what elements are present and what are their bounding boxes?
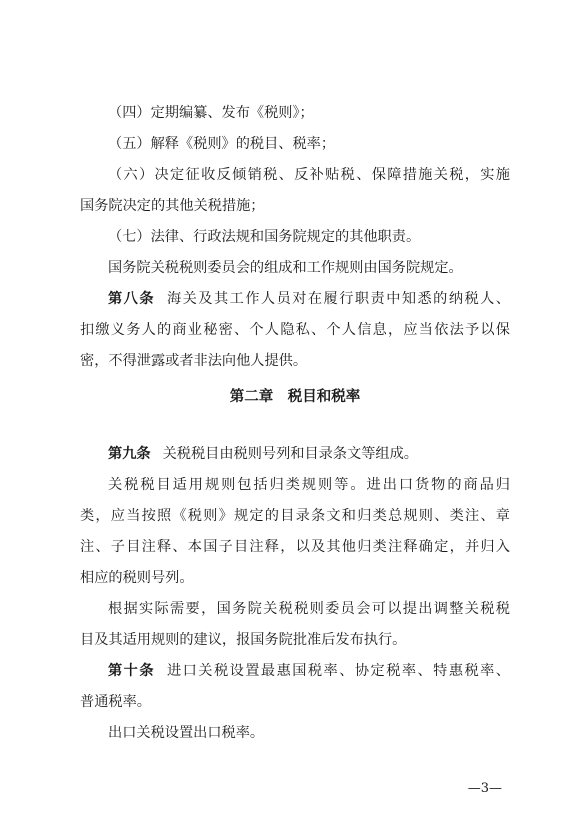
clause-7: （七）法律、行政法规和国务院规定的其他职责。 (108, 229, 421, 245)
article-10-label: 第十条 (108, 663, 155, 679)
article-9-text: 关税税目由税则号列和目录条文等组成。 (162, 446, 418, 462)
article-8-label: 第八条 (108, 291, 155, 307)
clause-6-line-1: （六）决定征收反倾销税、反补贴税、保障措施关税，实施 (108, 167, 510, 183)
adjust-line-2: 目及其适用规则的建议，报国务院批准后发布执行。 (80, 632, 407, 648)
clause-6-line-2: 国务院决定的其他关税措施； (80, 198, 265, 214)
clause-5: （五）解释《税则》的税目、税率； (108, 136, 336, 152)
classification-line-2: 类，应当按照《税则》规定的目录条文和归类总规则、类注、章 (80, 508, 510, 524)
article-8-line-1 (108, 289, 510, 309)
export-rate-paragraph: 出口关税设置出口税率。 (108, 725, 265, 741)
adjust-line-1: 根据实际需要，国务院关税税则委员会可以提出调整关税税 (108, 601, 510, 617)
article-9-label: 第九条 (108, 446, 151, 462)
classification-line-3: 注、子目注释、本国子目注释，以及其他归类注释确定，并归入 (80, 539, 510, 555)
article-10-text-1: 进口关税设置最惠国税率、协定税率、特惠税率、 (166, 663, 510, 679)
article-8-text-1: 海关及其工作人员对在履行职责中知悉的纳税人、 (166, 291, 510, 307)
article-10-line-1 (108, 661, 510, 681)
classification-line-1: 关税税目适用规则包括归类规则等。进出口货物的商品归 (108, 477, 510, 493)
committee-rules-paragraph: 国务院关税税则委员会的组成和工作规则由国务院规定。 (108, 260, 463, 276)
article-10-line-2: 普通税率。 (80, 694, 151, 710)
page-number: —3— (467, 781, 502, 796)
classification-line-4: 相应的税则号列。 (80, 570, 194, 586)
article-8-line-3: 密，不得泄露或者非法向他人提供。 (80, 353, 308, 369)
article-8-line-2: 扣缴义务人的商业秘密、个人隐私、个人信息，应当依法予以保 (80, 322, 510, 338)
chapter-title: 第二章 税目和税率 (229, 389, 361, 405)
article-9 (108, 444, 510, 464)
clause-4: （四）定期编纂、发布《税则》； (108, 105, 314, 121)
